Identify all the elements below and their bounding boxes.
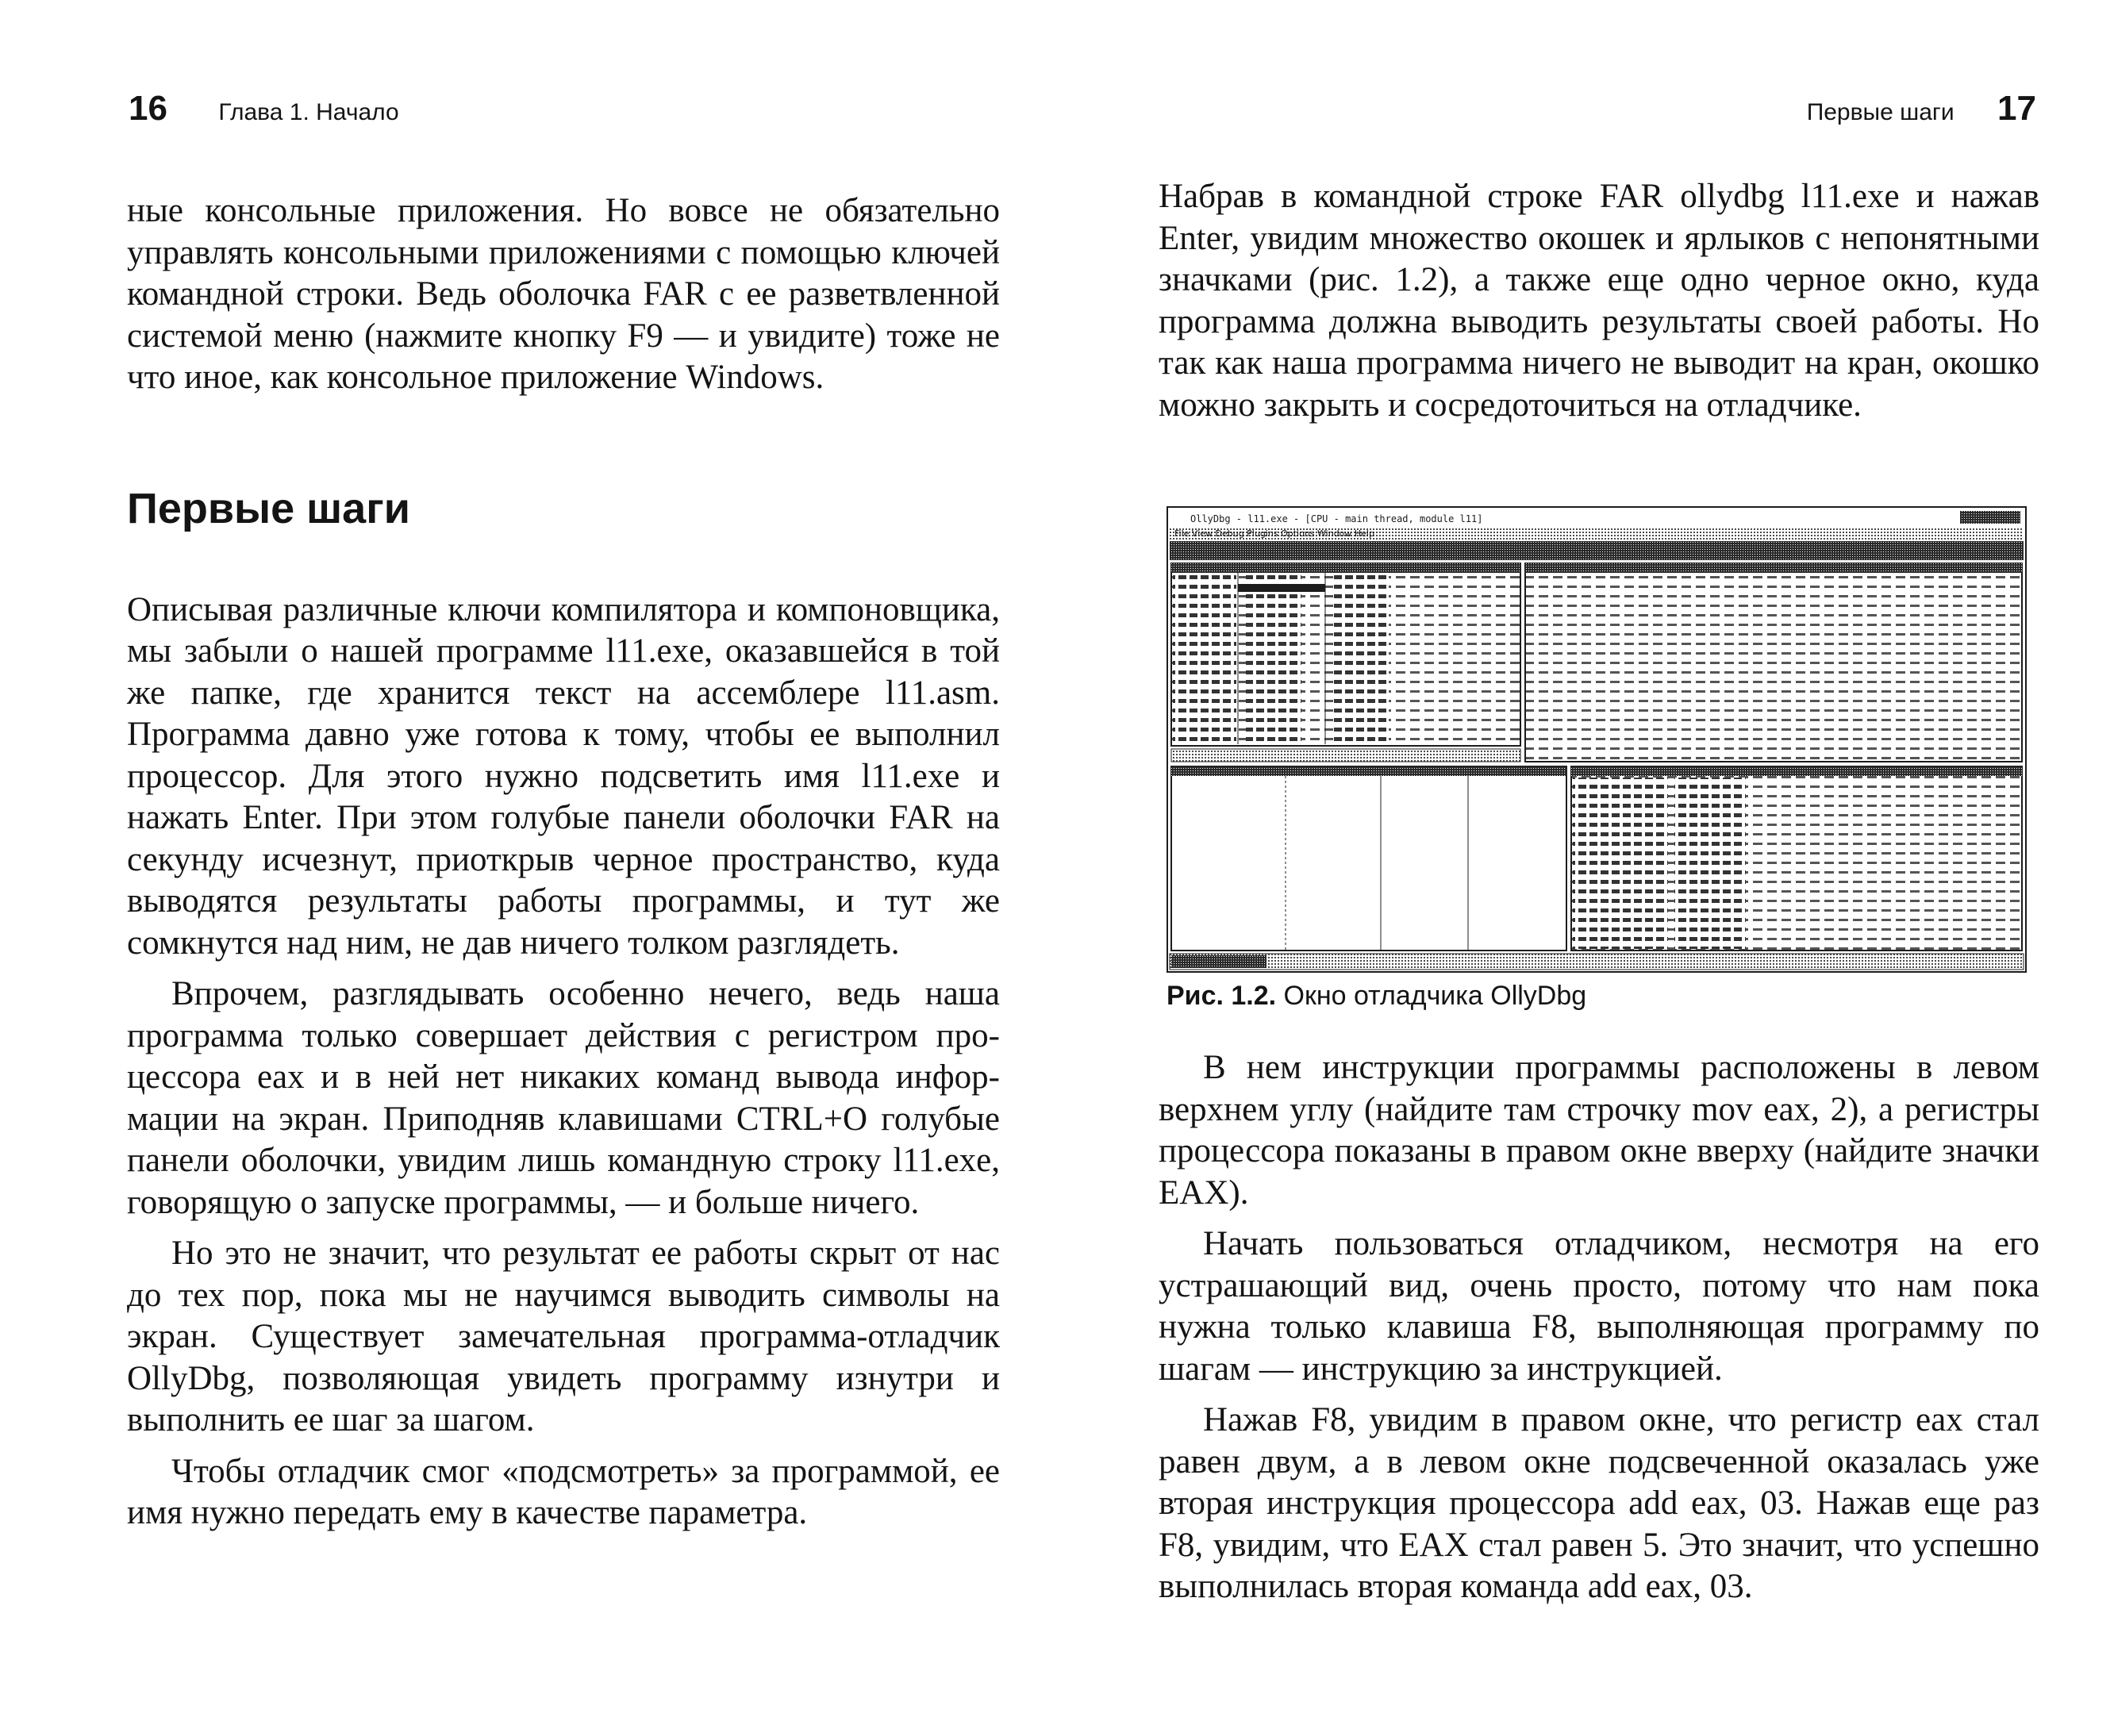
right-column-top — [1159, 176, 2039, 426]
running-header-left — [129, 89, 399, 129]
caption-text: Окно отладчика OllyDbg — [1283, 981, 1587, 1011]
toolbar — [1170, 541, 2024, 560]
dump-pane — [1171, 766, 1566, 951]
left-column — [127, 190, 1000, 1534]
caption-label: Рис. 1.2. — [1167, 981, 1277, 1011]
menu-labels: File View Debug Plugins Options Window Help — [1174, 528, 1374, 539]
right-column-bottom — [1159, 1047, 2039, 1608]
chapter-title: Глава 1. Начало — [218, 99, 399, 125]
status-bar — [1170, 954, 2024, 970]
figure-caption — [1167, 981, 1586, 1012]
section-running-title: Первые шаги — [1806, 99, 1954, 125]
paragraph: Начать пользоваться отладчиком, несмотря на его устрашающий вид, очень просто, потому что нам пока нужна только клавиша F8, выполняющая программу по шагам — инструкцию за инструкцией. — [1159, 1225, 2039, 1388]
window-title: OllyDbg - l11.exe - [CPU - main thread, module l11] — [1190, 513, 1483, 524]
paragraph: В нем инструкции программы расположены в левом верхнем углу (найдите там строчку mov eax, 2), а регистры процессора показаны в правом окне вверху (найдите значки EAX). — [1159, 1049, 2039, 1212]
paragraph: Впрочем, разглядывать особенно нечего, ведь наша программа только совершает действия с регистром процессора eax и в ней нет никаких команд вывода информации на экран. Приподняв клавишами CTRL+O голубые панели оболочки, увидим лишь командную строку l11.exe, говорящую о запуске программы, — и больше ничего. — [127, 975, 1000, 1221]
page-number: 16 — [129, 89, 167, 128]
paragraph: Набрав в командной строке FAR ollydbg l11.exe и нажав Enter, увидим множество окошек и ярлыков с непонятными значками (рис. 1.2), а также еще одно черное окно, куда программа должна выводить результаты своей работы. Но так как наша программа ничего не выводит на кран, окошко можно закрыть и сосредоточиться на отладчике. — [1159, 178, 2039, 424]
page-number: 17 — [1997, 89, 2036, 128]
page-17 — [1057, 0, 2114, 1736]
paragraph: ные консольные приложения. Но вовсе не обязательно управлять консольными приложениями с помощью ключей командной строки. Ведь оболочка FAR с ее разветвленной системой меню (нажмите кнопку F9 — и увидите) тоже не что иное, как консольное приложение Windows. — [127, 192, 1000, 396]
paragraph: Нажав F8, увидим в правом окне, что регистр eax стал равен двум, а в левом окне подсвеченной оказалась уже вторая инструкция процессора add eax, 03. Нажав еще раз F8, увидим, что EAX стал равен 5. Это значит, что успешно выполнилась вторая команда add eax, 03. — [1159, 1401, 2039, 1605]
running-header-right — [1807, 89, 2036, 129]
info-line — [1171, 749, 1520, 762]
ollydbg-screenshot-figure — [1167, 506, 2027, 973]
paragraph: Чтобы отладчик смог «подсмотреть» за программой, ее имя нужно передать ему в качестве параметра. — [127, 1452, 1000, 1531]
paragraph: Но это не значит, что результат ее работы скрыт от нас до тех пор, пока мы не научимся выводить символы на экран. Существует замечательная программа-отладчик OllyDbg, позволяющая увидеть программу изнутри и выполнить ее шаг за шагом. — [127, 1235, 1000, 1438]
window-controls — [1960, 511, 2020, 524]
ollydbg-window-image — [1167, 506, 2027, 973]
paragraph: Описывая различные ключи компилятора и компоновщика, мы забыли о нашей программе l11.exe, оказавшейся в той же папке, где хранится текст на ассемблере l11.asm. Программа давно уже готова к тому, чтобы ее выполнил процессор. Для этого нужно подсветить имя l11.exe и нажать Enter. При этом голубые панели оболочки FAR на секунду исчезнут, приоткрыв черное пространство, куда выводятся результаты работы программы, и тут же сомкнутся над ним, не дав ничего толком разглядеть. — [127, 590, 1000, 962]
section-heading: Первые шаги — [127, 484, 410, 532]
